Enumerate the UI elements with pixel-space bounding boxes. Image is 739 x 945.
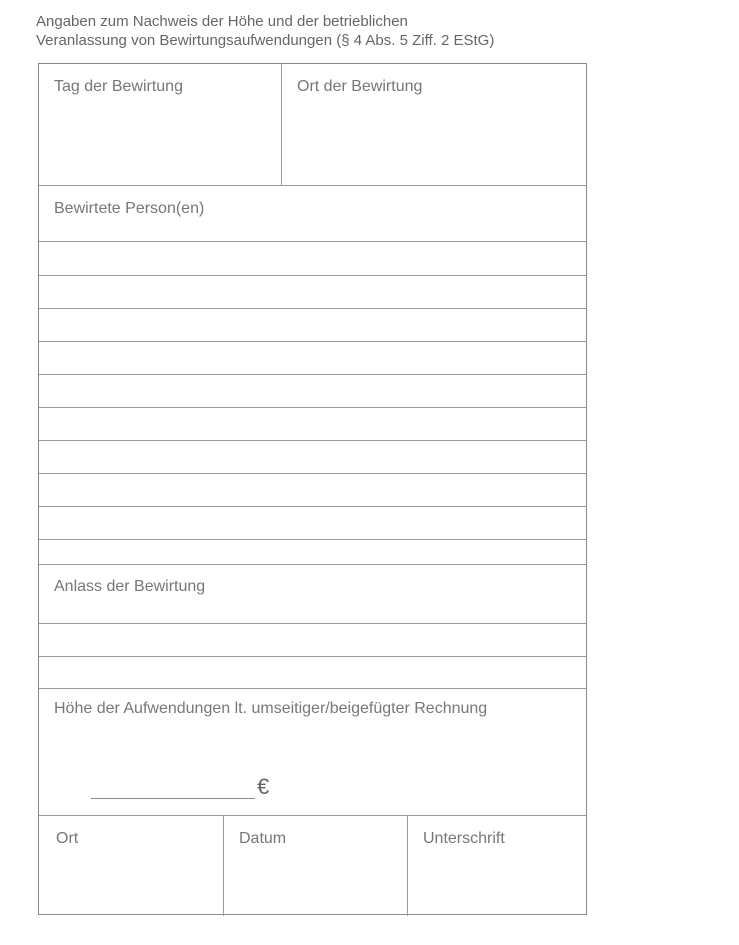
- person-line-9[interactable]: [39, 506, 586, 507]
- label-hoehe-der-aufwendungen: Höhe der Aufwendungen lt. umseitiger/beigefügter Rechnung: [54, 700, 488, 717]
- separator-after-top-row: [39, 185, 586, 186]
- heading-line-2: Veranlassung von Bewirtungsaufwendungen (§ 4 Abs. 5 Ziff. 2 EStG): [36, 32, 495, 49]
- label-anlass-der-bewirtung: Anlass der Bewirtung: [54, 578, 206, 595]
- label-unterschrift: Unterschrift: [423, 830, 505, 847]
- person-line-5[interactable]: [39, 374, 586, 375]
- form-heading: [36, 12, 636, 50]
- separator-after-anlass: [39, 688, 586, 689]
- person-line-8[interactable]: [39, 473, 586, 474]
- person-line-2[interactable]: [39, 275, 586, 276]
- person-line-10[interactable]: [39, 539, 586, 540]
- separator-after-hoehe: [39, 815, 586, 816]
- label-datum: Datum: [239, 830, 287, 847]
- person-line-7[interactable]: [39, 440, 586, 441]
- euro-sign: €: [257, 774, 270, 799]
- amount-line[interactable]: [91, 798, 255, 799]
- person-line-4[interactable]: [39, 341, 586, 342]
- label-ort-der-bewirtung: Ort der Bewirtung: [297, 78, 423, 95]
- heading-line-1: Angaben zum Nachweis der Höhe und der betrieblichen: [36, 13, 408, 30]
- receipt-form: [38, 63, 587, 915]
- anlass-line-1[interactable]: [39, 623, 586, 624]
- divider-bottom-1: [223, 815, 224, 916]
- person-line-3[interactable]: [39, 308, 586, 309]
- person-line-6[interactable]: [39, 407, 586, 408]
- person-line-1[interactable]: [39, 241, 586, 242]
- label-tag-der-bewirtung: Tag der Bewirtung: [54, 78, 183, 95]
- divider-bottom-2: [407, 815, 408, 916]
- anlass-line-2[interactable]: [39, 656, 586, 657]
- label-bewirtete-personen: Bewirtete Person(en): [54, 200, 205, 217]
- label-ort: Ort: [56, 830, 79, 847]
- separator-after-personen: [39, 564, 586, 565]
- divider-top-row: [281, 64, 282, 185]
